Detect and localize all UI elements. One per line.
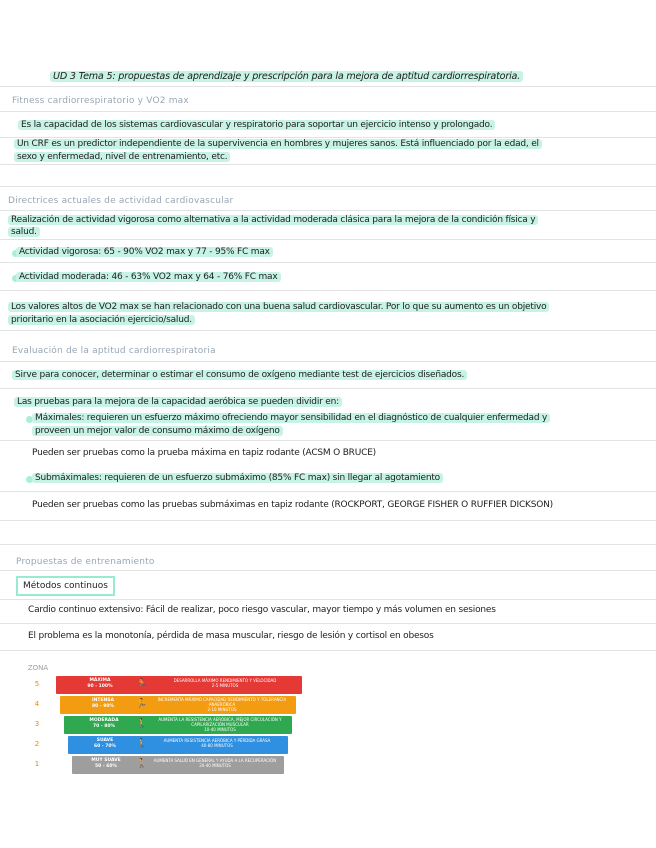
runner-icon: 🚶 <box>136 739 148 749</box>
zone-desc: DESARROLLA MÁXIMO RENDIMIENTO Y VELOCIDAD <box>173 678 277 683</box>
zone-desc: AUMENTA LA RESISTENCIA AERÓBICA, MEJOR CIRCULACIÓN Y CAPILARIZACIÓN MUSCULAR <box>158 717 282 727</box>
vo2-text-line2: prioritario en la asociación ejercicio/salud. <box>8 315 195 325</box>
moderada-bullet: Actividad moderada: 46 - 63% VO2 max y 64 - 76% FC max <box>16 272 281 282</box>
directrices-line2: salud. <box>8 227 40 237</box>
zone-range: 60 - 70% <box>93 744 117 749</box>
zone-number: 3 <box>34 720 40 728</box>
submaximales-examples: Pueden ser pruebas como las pruebas submáximas en tapiz rodante (ROCKPORT, GEORGE FISHER O RUFFIER DICKSON) <box>32 500 553 510</box>
crf-text-line1: Un CRF es un predictor independiente de la supervivencia en hombres y mujeres sanos. Está influenciado por la edad, el <box>14 139 542 149</box>
runner-icon: 🚶 <box>136 719 148 729</box>
zone-desc: INCREMENTA MÁXIMO CAPACIDAD RENDIMIENTO Y TOLERANCIA ANAERÓBICA <box>157 697 287 707</box>
maximales-examples: Pueden ser pruebas como la prueba máxima en tapiz rodante (ACSM O BRUCE) <box>32 448 376 458</box>
crf-text-line2: sexo y enfermedad, nivel de entrenamiento, etc. <box>14 152 230 162</box>
vo2-text-line1: Los valores altos de VO2 max se han relacionado con una buena salud cardiovascular. Por lo que su aumento es un objetivo <box>8 302 549 312</box>
metodos-continuos-box: Métodos continuos <box>16 576 115 596</box>
evaluacion-division: Las pruebas para la mejora de la capacidad aeróbica se pueden dividir en: <box>14 397 342 407</box>
maximales-line1: Máximales: requieren un esfuerzo máximo ofreciendo mayor sensibilidad en el diagnóstico de cualquier enfermedad y <box>32 413 550 423</box>
zone-name: MODERADA <box>89 718 119 723</box>
zone-number: 2 <box>34 740 40 748</box>
zone-number: 4 <box>34 700 40 708</box>
runner-icon: 🏃 <box>136 699 148 709</box>
vigorosa-bullet: Actividad vigorosa: 65 - 90% VO2 max y 77 - 95% FC max <box>16 247 273 257</box>
section-heading-evaluacion: Evaluación de la aptitud cardiorrespiratoria <box>12 346 216 356</box>
zone-time: 2-5 MINUTOS <box>211 683 239 688</box>
zone-time: 40-80 MINUTOS <box>201 743 233 748</box>
zone-time: 10-40 MINUTOS <box>204 727 236 732</box>
zone-name: SUAVE <box>96 738 114 743</box>
zone-range: 50 - 60% <box>94 764 118 769</box>
cardio-extensivo-text: Cardio continuo extensivo: Fácil de realizar, poco riesgo vascular, mayor tiempo y más volumen en sesiones <box>28 605 496 615</box>
zone-range: 90 - 100% <box>87 684 113 689</box>
zone-name: MÁXIMA <box>89 678 111 683</box>
section-heading-propuestas: Propuestas de entrenamiento <box>16 557 155 567</box>
training-zones-pyramid <box>20 664 310 780</box>
zone-time: 2-10 MINUTOS <box>207 707 237 712</box>
zone-range: 70 - 80% <box>92 724 116 729</box>
zone-desc: AUMENTA RESISTENCIA AERÓBICA Y PÉRDIDA GRASA <box>163 738 271 743</box>
zone-name: INTENSA <box>91 698 115 703</box>
maximales-line2: proveen un mejor valor de consumo máximo de oxígeno <box>32 426 283 436</box>
fitness-definition: Es la capacidad de los sistemas cardiovascular y respiratorio para soportar un ejercicio intenso y prolongado. <box>18 120 495 130</box>
page-title: UD 3 Tema 5: propuestas de aprendizaje y prescripción para la mejora de aptitud cardiorrespiratoria. <box>50 71 523 82</box>
evaluacion-purpose: Sirve para conocer, determinar o estimar el consumo de oxígeno mediante test de ejercicios diseñados. <box>12 370 467 380</box>
zone-number: 1 <box>34 760 40 768</box>
zone-desc: AUMENTA SALUD EN GENERAL Y AYUDA A LA RECUPERACIÓN <box>153 758 277 763</box>
section-heading-fitness: Fitness cardiorrespiratorio y VO2 max <box>12 96 189 106</box>
runner-icon: 🏃 <box>136 679 148 689</box>
runner-icon: 🚶 <box>136 759 148 769</box>
monotonia-text: El problema es la monotonía, pérdida de masa muscular, riesgo de lesión y cortisol en obesos <box>28 631 434 641</box>
zone-number: 5 <box>34 680 40 688</box>
zone-time: 20-40 MINUTOS <box>199 763 231 768</box>
zone-name: MUY SUAVE <box>91 758 121 763</box>
directrices-line1: Realización de actividad vigorosa como alternativa a la actividad moderada clásica para la mejora de la condición física y <box>8 215 538 225</box>
zone-range: 80 - 90% <box>91 704 115 709</box>
section-heading-directrices: Directrices actuales de actividad cardiovascular <box>8 196 234 206</box>
submaximales-bullet: Submáximales: requieren de un esfuerzo submáximo (85% FC max) sin llegar al agotamiento <box>32 473 443 483</box>
zones-header: ZONA <box>27 664 49 672</box>
